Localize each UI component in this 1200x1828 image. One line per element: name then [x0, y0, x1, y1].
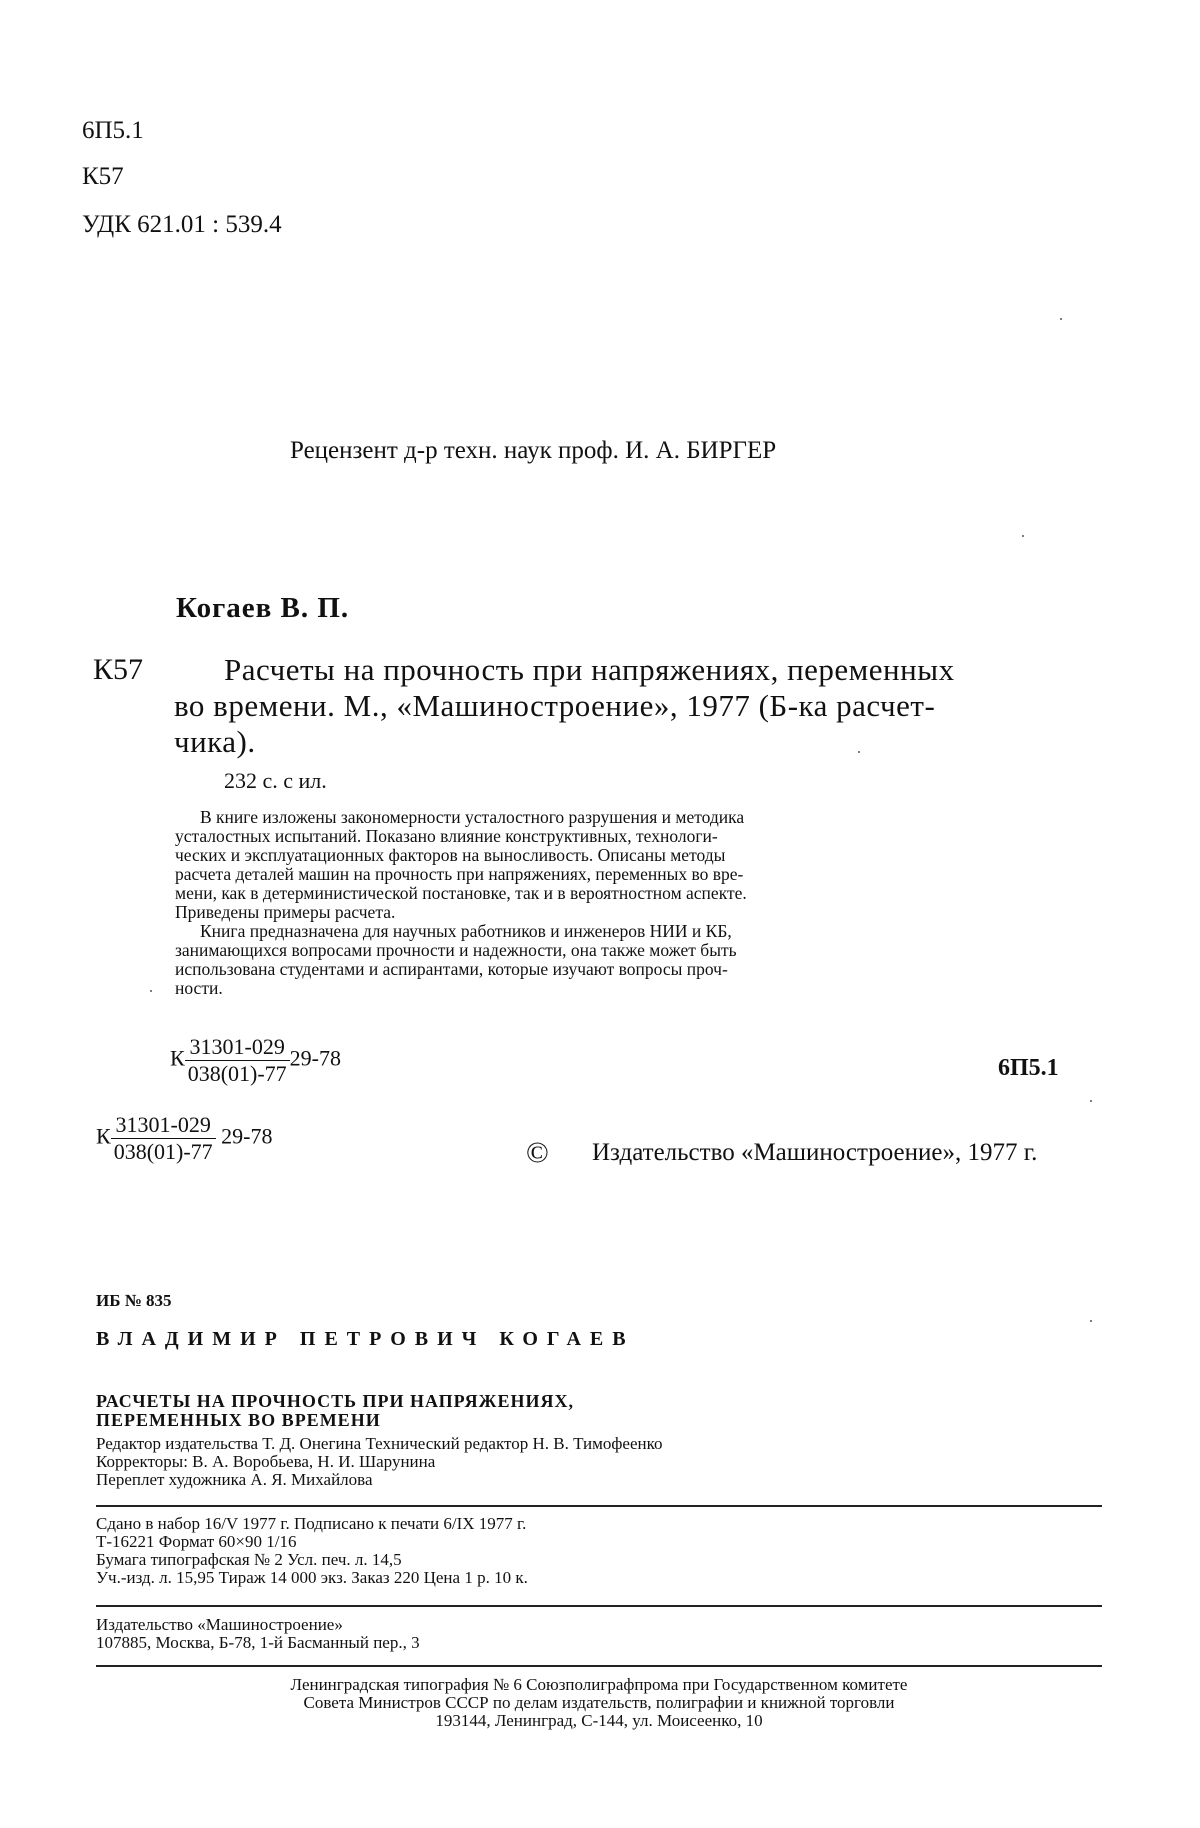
code-denominator: 038(01)-77 [187, 1061, 287, 1086]
abstract-line: использована студентами и аспирантами, которые изучают вопросы проч- [175, 959, 728, 979]
print-line: Уч.-изд. л. 15,95 Тираж 14 000 экз. Заказ 220 Цена 1 р. 10 к. [96, 1568, 528, 1587]
copyright-icon: © [526, 1136, 549, 1169]
staff-line: Редактор издательства Т. Д. Онегина Технический редактор Н. В. Тимофеенко [96, 1434, 663, 1453]
divider [96, 1605, 1102, 1607]
author-mark: К57 [82, 163, 124, 190]
author-full-name: ВЛАДИМИР ПЕТРОВИЧ КОГАЕВ [96, 1328, 635, 1350]
catalog-code [170, 1034, 341, 1087]
book-title-line-3: чика). [174, 724, 256, 759]
printer-line: 193144, Ленинград, С-144, ул. Моисеенко, 10 [435, 1711, 763, 1730]
scan-speck [1090, 1320, 1092, 1322]
page-count: 232 с. с ил. [224, 768, 327, 793]
code-fraction [111, 1112, 216, 1165]
catalog-class-right: 6П5.1 [998, 1055, 1059, 1081]
code-fraction [185, 1034, 290, 1087]
print-line: Бумага типографская № 2 Усл. печ. л. 14,5 [96, 1550, 402, 1569]
staff-line: Переплет художника А. Я. Михайлова [96, 1470, 373, 1489]
classification-code: 6П5.1 [82, 117, 144, 144]
abstract-line: ческих и эксплуатационных факторов на выносливость. Описаны методы [175, 845, 726, 865]
printer-info [96, 1676, 1102, 1730]
scan-speck [150, 990, 152, 992]
reviewer-line: Рецензент д-р техн. наук проф. И. А. БИРГЕР [290, 437, 777, 464]
scan-speck [858, 751, 860, 753]
abstract-line: Книга предназначена для научных работников и инженеров НИИ и КБ, [200, 921, 732, 941]
scan-speck [1090, 1100, 1092, 1102]
abstract-line: занимающихся вопросами прочности и надежности, она также может быть [175, 940, 737, 960]
publisher-line: Издательство «Машиностроение» [96, 1615, 343, 1634]
catalog-mark: К57 [93, 653, 144, 686]
print-line: Сдано в набор 16/V 1977 г. Подписано к печати 6/IX 1977 г. [96, 1514, 527, 1533]
copyright-text: Издательство «Машиностроение», 1977 г. [592, 1139, 1038, 1166]
code-prefix: К [170, 1045, 185, 1071]
imprint-title [96, 1392, 574, 1430]
print-line: Т-16221 Формат 60×90 1/16 [96, 1532, 297, 1551]
printer-line: Ленинградская типография № 6 Союзполиграфпрома при Государственном комитете [290, 1675, 908, 1694]
code-suffix: 29-78 [289, 1045, 341, 1071]
abstract [175, 808, 1105, 998]
print-details [96, 1515, 528, 1587]
publisher-line: 107885, Москва, Б-78, 1-й Басманный пер., 3 [96, 1633, 420, 1652]
imprint-title-line: ПЕРЕМЕННЫХ ВО ВРЕМЕНИ [96, 1410, 381, 1430]
code-suffix: 29-78 [221, 1123, 273, 1149]
scan-speck [1060, 318, 1062, 320]
abstract-line: мени, как в детерминистической постановке, так и в вероятностном аспекте. [175, 883, 747, 903]
code-numerator: 31301-029 [111, 1112, 216, 1139]
imprint-title-line: РАСЧЕТЫ НА ПРОЧНОСТЬ ПРИ НАПРЯЖЕНИЯХ, [96, 1391, 574, 1411]
abstract-line: расчета деталей машин на прочность при напряжениях, переменных во вре- [175, 864, 744, 884]
ib-number: ИБ № 835 [96, 1291, 172, 1310]
abstract-line: ности. [175, 978, 223, 998]
abstract-line: Приведены примеры расчета. [175, 902, 396, 922]
divider [96, 1665, 1102, 1667]
code-numerator: 31301-029 [185, 1034, 290, 1061]
divider [96, 1505, 1102, 1507]
copyright-code [96, 1112, 273, 1165]
book-title-line-1: Расчеты на прочность при напряжениях, переменных [224, 652, 955, 687]
author-name: Когаев В. П. [176, 592, 350, 624]
abstract-line: усталостных испытаний. Показано влияние конструктивных, технологи- [175, 826, 718, 846]
publisher-info [96, 1616, 420, 1652]
book-title-line-2: во времени. М., «Машиностроение», 1977 (Б-ка расчет- [174, 688, 936, 723]
code-prefix: К [96, 1123, 111, 1149]
code-denominator: 038(01)-77 [113, 1139, 213, 1164]
abstract-line: В книге изложены закономерности усталостного разрушения и методика [200, 807, 745, 827]
printer-line: Совета Министров СССР по делам издательств, полиграфии и книжной торговли [303, 1693, 895, 1712]
scan-speck [1022, 535, 1024, 537]
staff-line: Корректоры: В. А. Воробьева, Н. И. Шарунина [96, 1452, 436, 1471]
staff-credits [96, 1435, 663, 1489]
udk-code: УДК 621.01 : 539.4 [82, 211, 282, 238]
